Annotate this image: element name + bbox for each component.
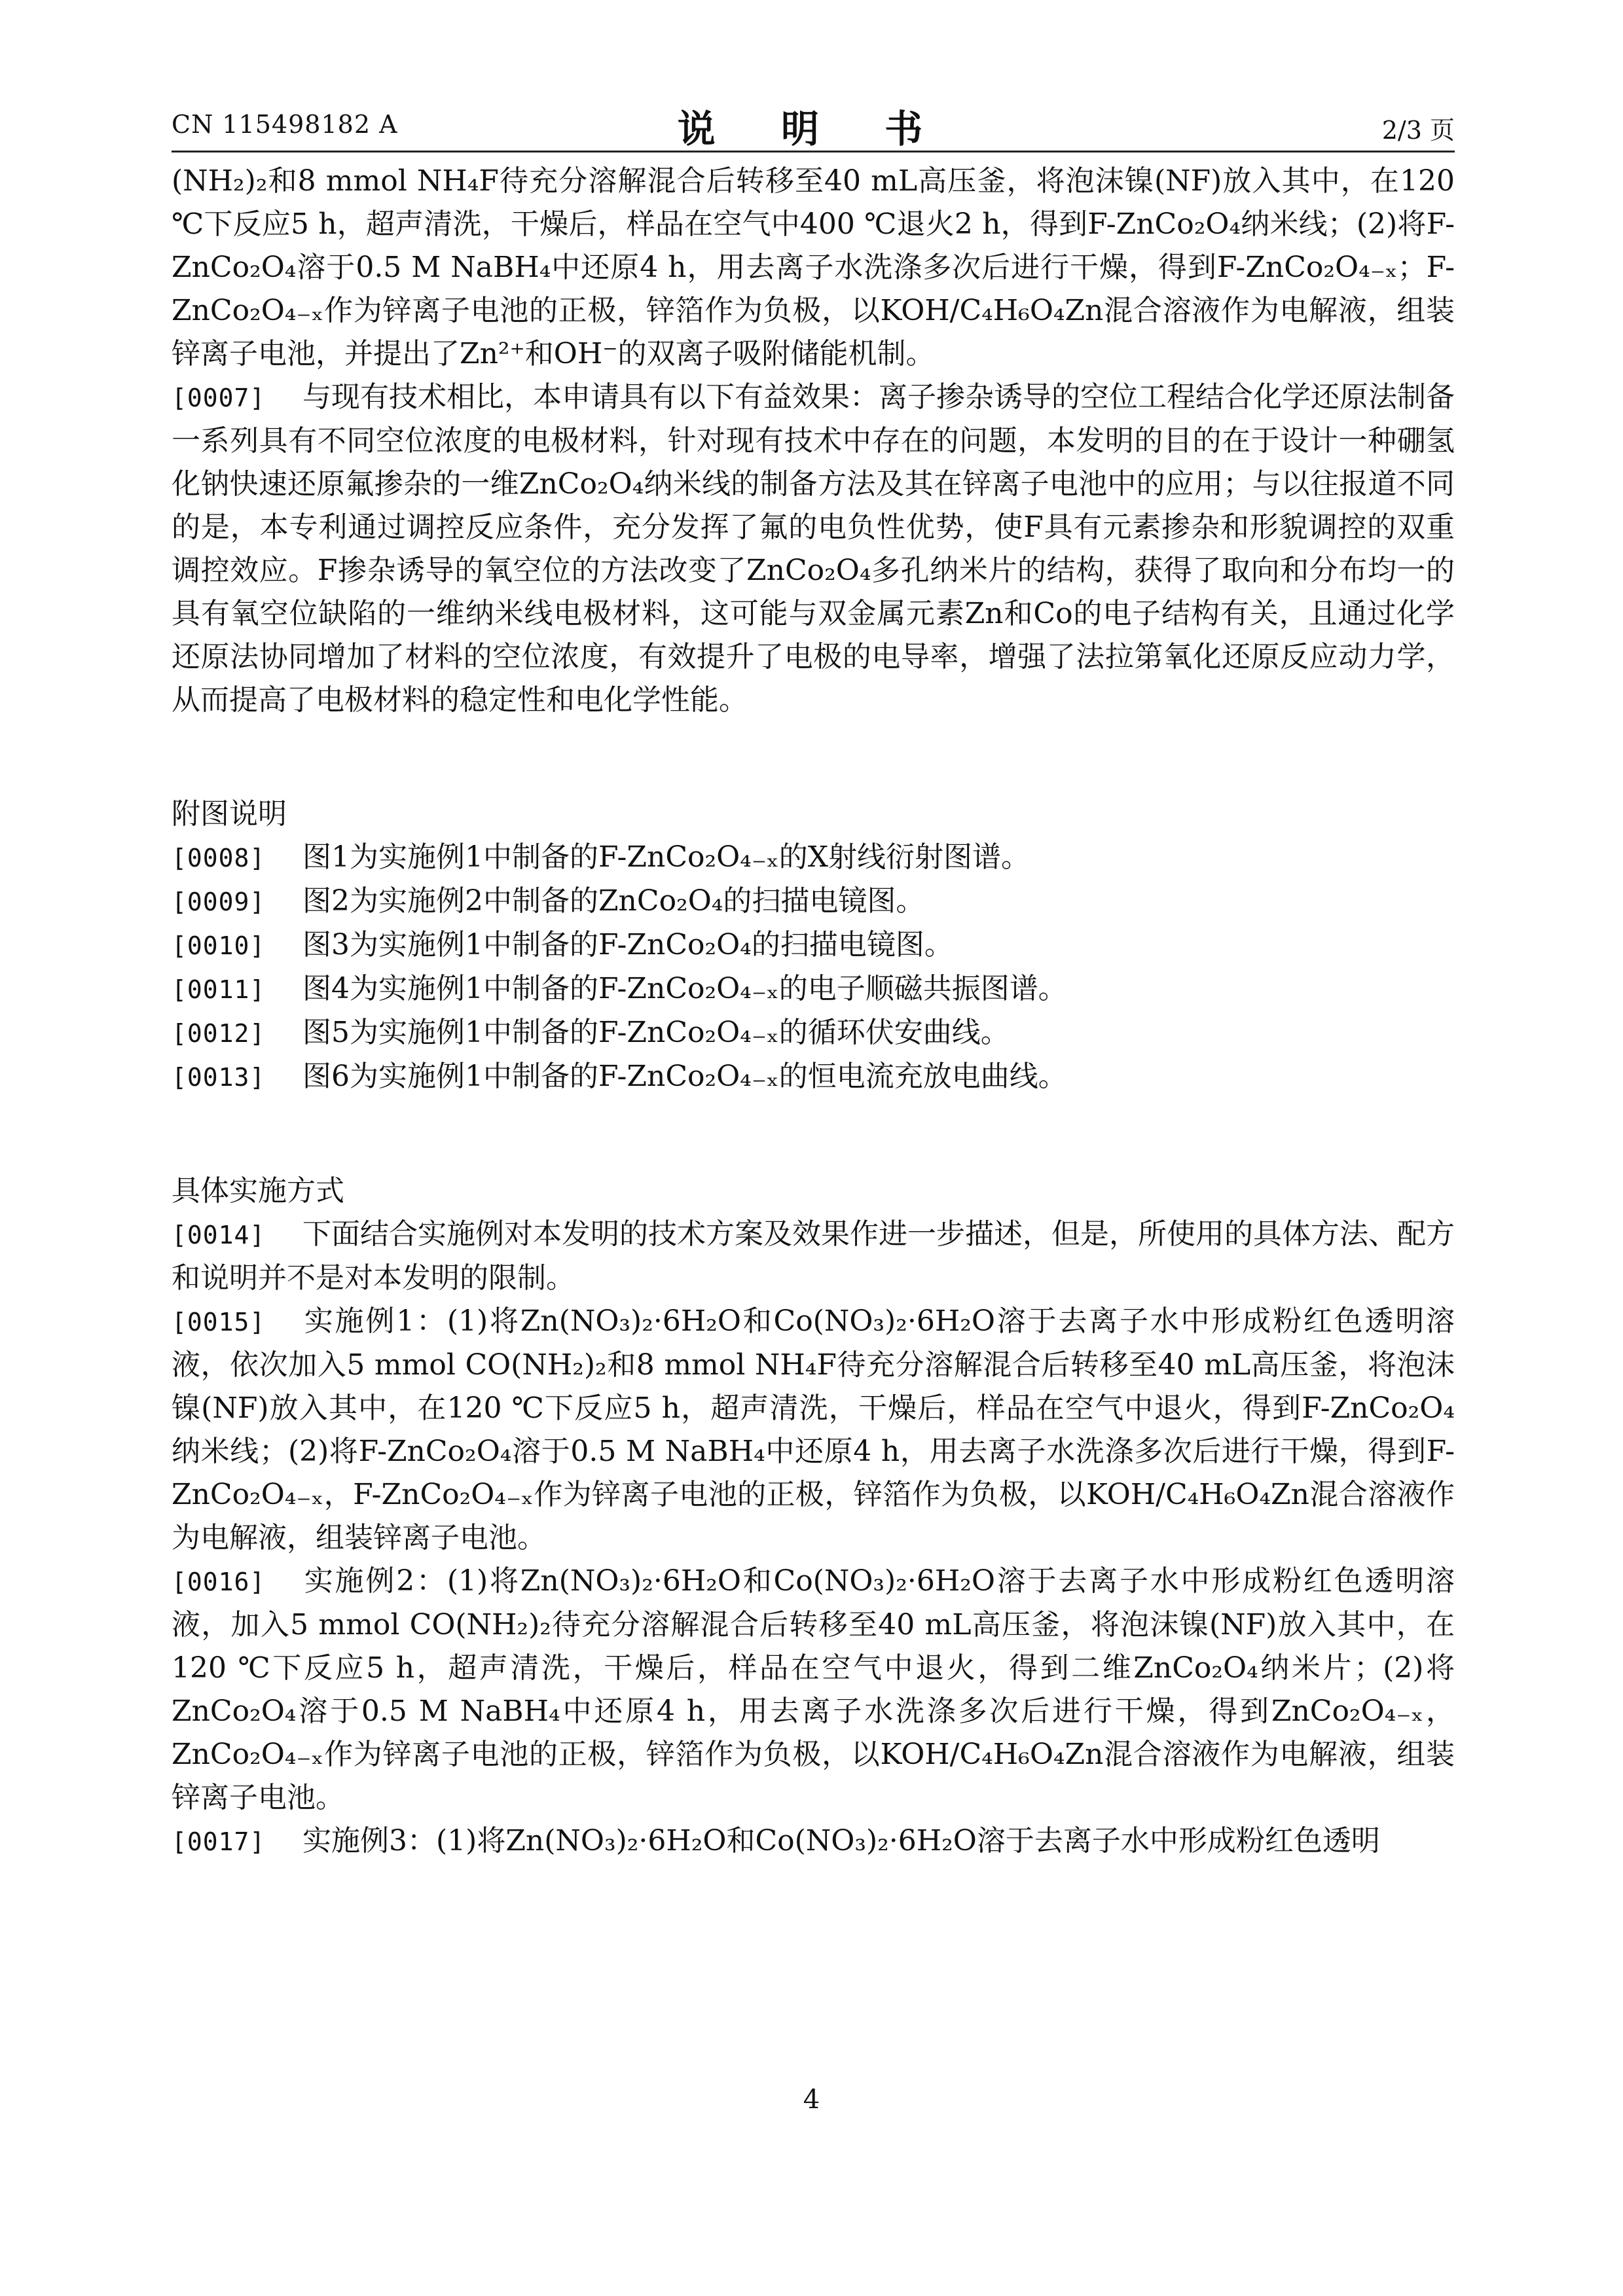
paragraph-text: 实施例1：(1)将Zn(NO₃)₂·6H₂O和Co(NO₃)₂·6H₂O溶于去离子水中形成粉红色透明溶液，依次加入5 mmol CO(NH₂)₂和8 mmol NH₄F待充分溶解混合后转移至40 mL高压釜，将泡沫镍(NF)放入其中，在120 ℃下反应5 h，超声清洗，干燥后，样品在空气中退火，得到F-ZnCo₂O₄纳米线；(2)将F-ZnCo₂O₄溶于0.5 M NaBH₄中还原4 h，用去离子水洗涤多次后进行干燥，得到F-ZnCo₂O₄₋ₓ，F-ZnCo₂O₄₋ₓ作为锌离子电池的正极，锌箔作为负极，以KOH/C₄H₆O₄Zn混合溶液作为电解液，组装锌离子电池。 (172, 1304, 1455, 1554)
paragraph-0007 (172, 376, 1455, 722)
paragraph-number: [0009] (172, 888, 266, 916)
section-heading-embodiments: 具体实施方式 (172, 1174, 344, 1208)
document-title: 说 明 书 (677, 107, 949, 151)
figure-item (172, 836, 1455, 880)
paragraph-number: [0012] (172, 1019, 266, 1048)
header-divider (172, 151, 1455, 152)
section-heading-figures: 附图说明 (172, 797, 287, 831)
paragraph-number: [0010] (172, 931, 266, 960)
figure-item-text: 图3为实施例1中制备的F-ZnCo₂O₄的扫描电镜图。 (302, 928, 953, 961)
page-header (172, 98, 1455, 151)
figure-item-text: 图2为实施例2中制备的ZnCo₂O₄的扫描电镜图。 (302, 884, 925, 918)
figure-item-text: 图6为实施例1中制备的F-ZnCo₂O₄₋ₓ的恒电流充放电曲线。 (302, 1060, 1067, 1093)
page-indicator: 2/3 页 (1381, 116, 1455, 145)
paragraph-0016 (172, 1560, 1455, 1820)
figure-item-text: 图5为实施例1中制备的F-ZnCo₂O₄₋ₓ的循环伏安曲线。 (302, 1016, 1010, 1049)
paragraph-0014 (172, 1213, 1455, 1300)
figure-item-text: 图1为实施例1中制备的F-ZnCo₂O₄₋ₓ的X射线衍射图谱。 (302, 840, 1030, 874)
paragraph-number: [0015] (172, 1308, 266, 1336)
paragraph-number: [0016] (172, 1568, 266, 1596)
paragraph-0017 (172, 1820, 1455, 1863)
paragraph-text: 实施例3：(1)将Zn(NO₃)₂·6H₂O和Co(NO₃)₂·6H₂O溶于去离子水中形成粉红色透明 (302, 1824, 1380, 1857)
patent-number: CN 115498182 A (172, 110, 398, 139)
paragraph-number: [0007] (172, 384, 266, 412)
figure-item (172, 924, 1455, 967)
page-number: 4 (803, 2085, 820, 2115)
section-gap (172, 1099, 1455, 1170)
continuation-paragraph: (NH₂)₂和8 mmol NH₄F待充分溶解混合后转移至40 mL高压釜，将泡沫镍(NF)放入其中，在120 ℃下反应5 h，超声清洗，干燥后，样品在空气中400 ℃退火2 h，得到F-ZnCo₂O₄纳米线；(2)将F-ZnCo₂O₄溶于0.5 M NaBH₄中还原4 h，用去离子水洗涤多次后进行干燥，得到F-ZnCo₂O₄₋ₓ；F-ZnCo₂O₄₋ₓ作为锌离子电池的正极，锌箔作为负极，以KOH/C₄H₆O₄Zn混合溶液作为电解液，组装锌离子电池，并提出了Zn²⁺和OH⁻的双离子吸附储能机制。 (172, 164, 1455, 370)
section-gap (172, 722, 1455, 793)
paragraph-0015 (172, 1300, 1455, 1560)
paragraph-text: 与现有技术相比，本申请具有以下有益效果：离子掺杂诱导的空位工程结合化学还原法制备一系列具有不同空位浓度的电极材料，针对现有技术中存在的问题，本发明的目的在于设计一种硼氢化钠快速还原氟掺杂的一维ZnCo₂O₄纳米线的制备方法及其在锌离子电池中的应用；与以往报道不同的是，本专利通过调控反应条件，充分发挥了氟的电负性优势，使F具有元素掺杂和形貌调控的双重调控效应。F掺杂诱导的氧空位的方法改变了ZnCo₂O₄多孔纳米片的结构，获得了取向和分布均一的具有氧空位缺陷的一维纳米线电极材料，这可能与双金属元素Zn和Co的电子结构有关，且通过化学还原法协同增加了材料的空位浓度，有效提升了电极的电导率，增强了法拉第氧化还原反应动力学，从而提高了电极材料的稳定性和电化学性能。 (172, 380, 1455, 717)
paragraph-number: [0008] (172, 844, 266, 872)
paragraph-number: [0013] (172, 1063, 266, 1092)
figure-item (172, 880, 1455, 924)
figure-item (172, 1055, 1455, 1099)
paragraph-text: 实施例2：(1)将Zn(NO₃)₂·6H₂O和Co(NO₃)₂·6H₂O溶于去离子水中形成粉红色透明溶液，加入5 mmol CO(NH₂)₂待充分溶解混合后转移至40 mL高压釜，将泡沫镍(NF)放入其中，在120 ℃下反应5 h，超声清洗，干燥后，样品在空气中退火，得到二维ZnCo₂O₄纳米片；(2)将ZnCo₂O₄溶于0.5 M NaBH₄中还原4 h，用去离子水洗涤多次后进行干燥，得到ZnCo₂O₄₋ₓ，ZnCo₂O₄₋ₓ作为锌离子电池的正极，锌箔作为负极，以KOH/C₄H₆O₄Zn混合溶液作为电解液，组装锌离子电池。 (172, 1564, 1455, 1814)
paragraph-number: [0014] (172, 1221, 266, 1249)
figure-item (172, 1011, 1455, 1055)
paragraph-text: 下面结合实施例对本发明的技术方案及效果作进一步描述，但是，所使用的具体方法、配方和说明并不是对本发明的限制。 (172, 1217, 1455, 1295)
figure-item (172, 967, 1455, 1011)
paragraph-number: [0017] (172, 1827, 266, 1856)
document-body (172, 160, 1455, 1863)
figure-item-text: 图4为实施例1中制备的F-ZnCo₂O₄₋ₓ的电子顺磁共振图谱。 (302, 972, 1067, 1005)
paragraph-number: [0011] (172, 975, 266, 1004)
